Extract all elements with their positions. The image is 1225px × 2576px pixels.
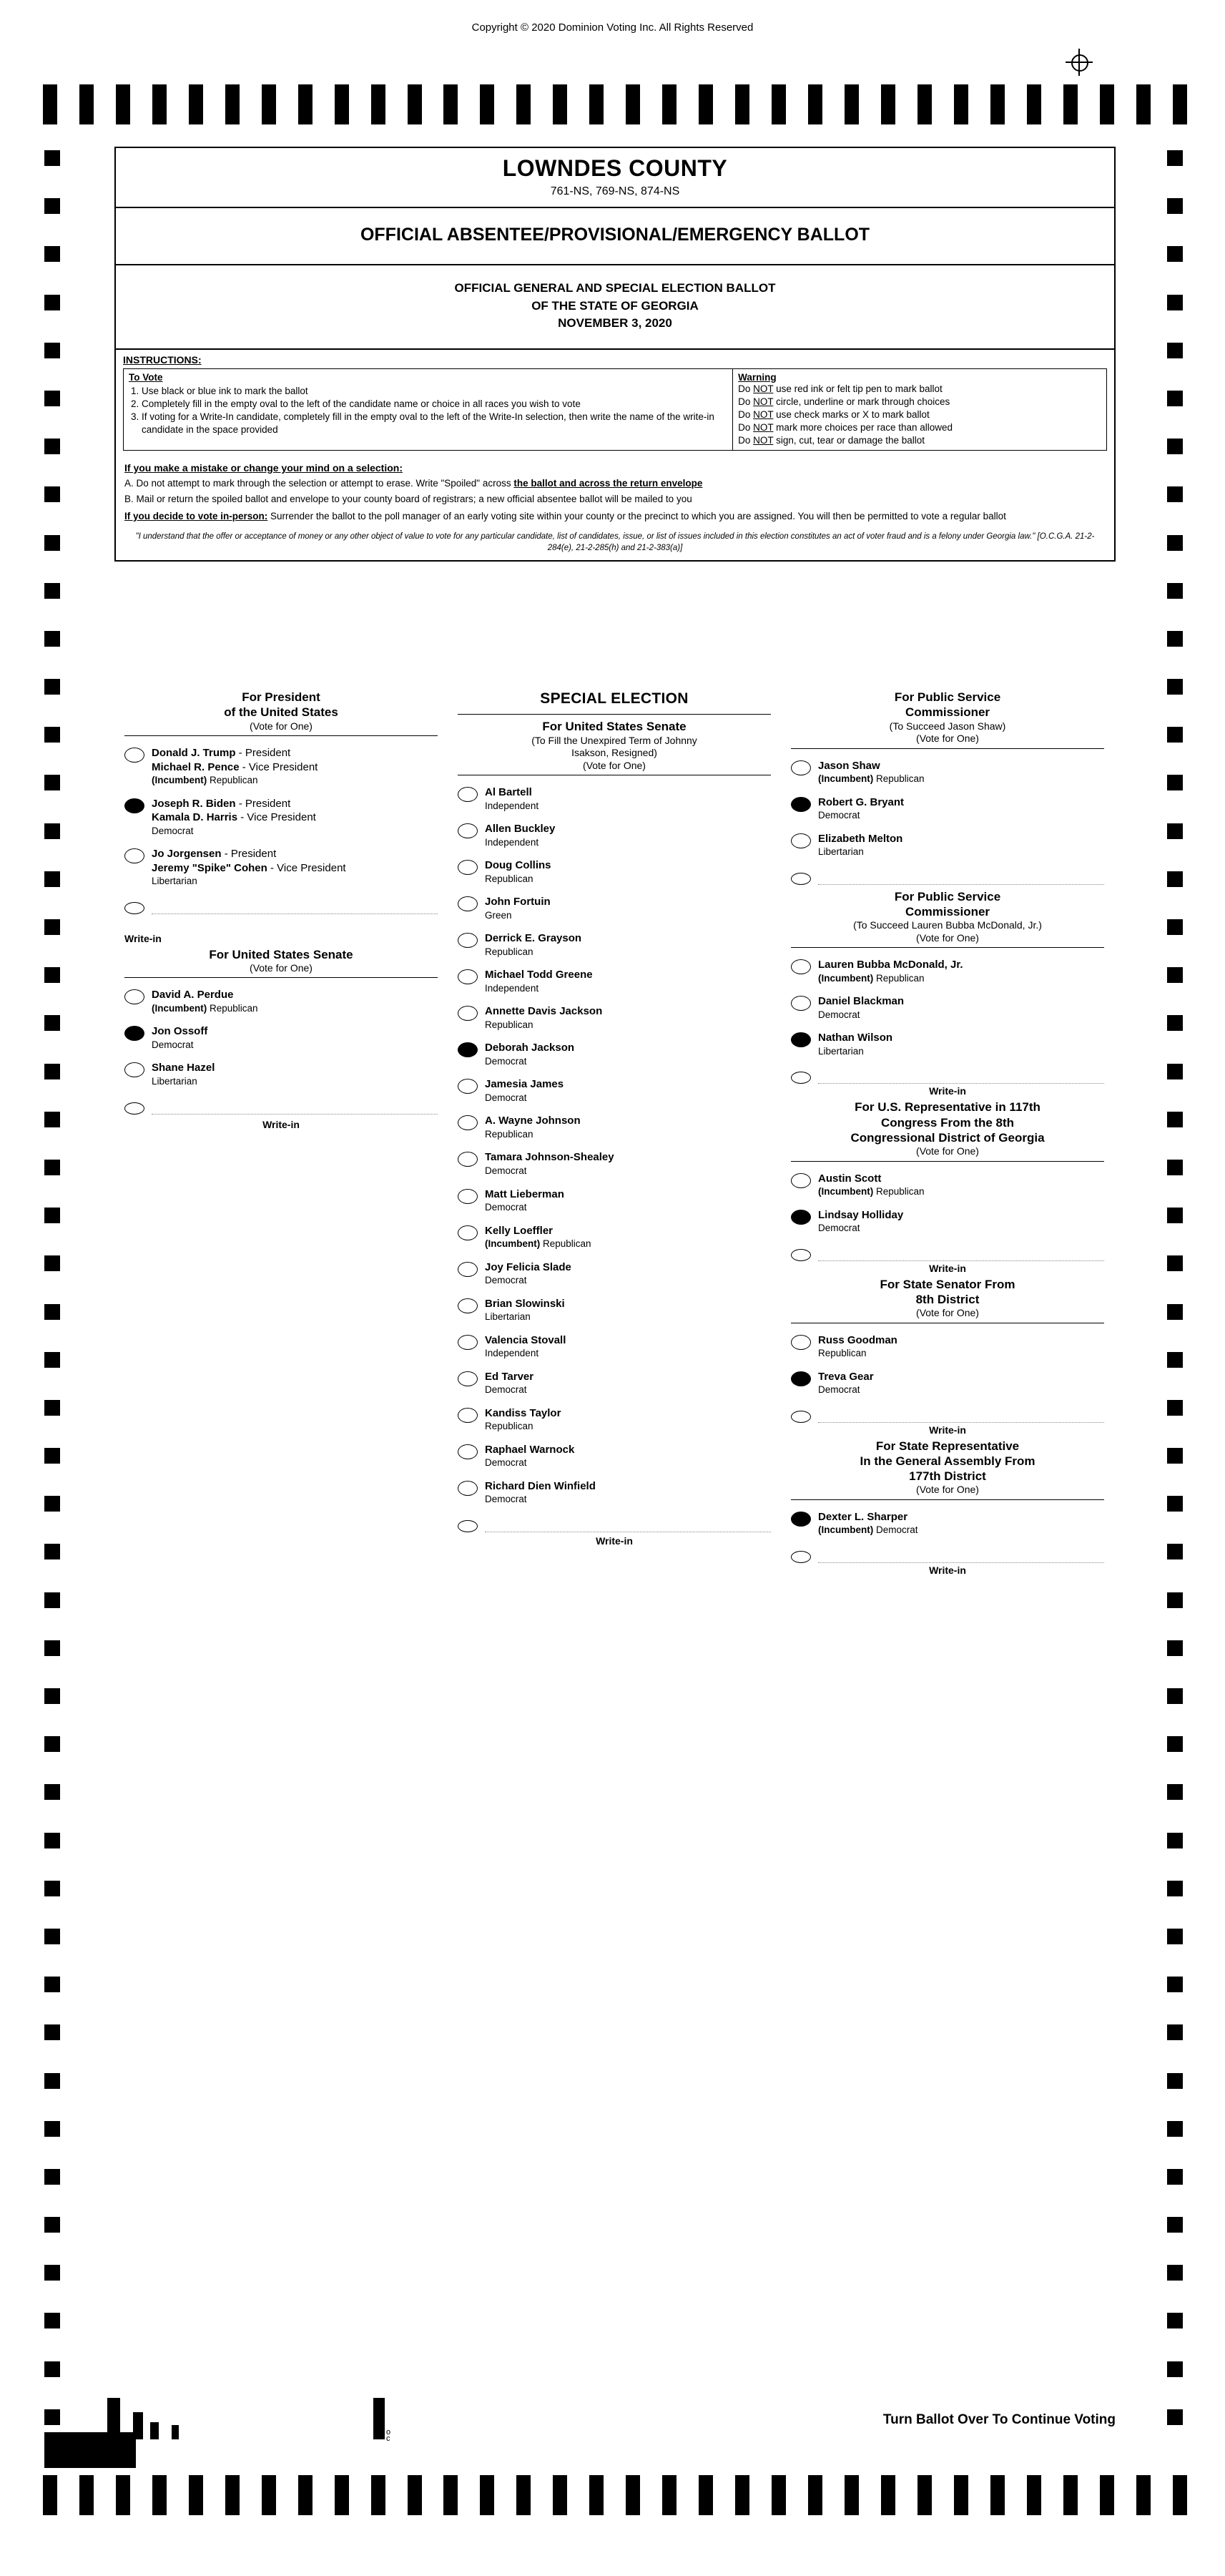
candidate-option[interactable] [458, 931, 771, 958]
candidate-option[interactable] [458, 1077, 771, 1104]
candidate-option[interactable] [124, 746, 438, 787]
candidate-option[interactable] [791, 1031, 1104, 1057]
vote-oval[interactable] [791, 760, 811, 775]
candidate-party: Independent [485, 800, 539, 811]
write-in-line[interactable] [818, 1548, 1104, 1563]
vote-oval[interactable] [791, 873, 811, 885]
vote-oval[interactable] [124, 902, 144, 914]
vote-oval[interactable] [458, 1079, 478, 1094]
candidate-party: Libertarian [152, 876, 197, 887]
contest-title: For Public Service Commissioner [894, 690, 1001, 720]
warning-box [733, 368, 1107, 451]
write-in-line[interactable] [818, 1246, 1104, 1261]
write-in-label: Write-in [929, 1085, 966, 1097]
candidate-name: John Fortuin [485, 896, 551, 909]
contest-title: For United States Senate [542, 720, 687, 734]
candidate-name: Jason Shaw [818, 759, 880, 772]
write-in-line[interactable] [818, 1408, 1104, 1423]
candidate-party: Democrat [818, 1009, 860, 1020]
write-in-option[interactable] [791, 1069, 1104, 1084]
candidate-name: David A. Perdue [152, 989, 234, 1001]
column-right [781, 687, 1114, 1576]
candidate-party: Republican [818, 1348, 867, 1359]
county-block [116, 148, 1114, 208]
candidate-party: (Incumbent) Republican [152, 775, 258, 785]
contest-psc-mcdonald [791, 889, 1104, 1097]
vote-oval[interactable] [458, 1371, 478, 1386]
warning-line: Do NOT circle, underline or mark through choices [738, 396, 950, 407]
candidate-party: Democrat [818, 810, 860, 821]
candidate-option[interactable] [458, 1114, 771, 1140]
running-mate-name: Jeremy "Spike" Cohen [152, 861, 267, 874]
contest-title: For President of the United States [224, 690, 338, 720]
vote-oval[interactable] [458, 1444, 478, 1459]
candidate-party: Democrat [152, 1039, 194, 1050]
special-election-header: SPECIAL ELECTION [540, 690, 689, 707]
vote-oval[interactable] [791, 1210, 811, 1225]
election-title [116, 273, 1114, 340]
candidate-option[interactable] [791, 1172, 1104, 1198]
candidate-option[interactable] [791, 759, 1104, 785]
contest-subtitle: (Vote for One) [250, 961, 313, 974]
candidate-party: Libertarian [818, 846, 864, 858]
candidate-party: Democrat [485, 1165, 527, 1176]
vote-oval[interactable] [458, 1481, 478, 1496]
vote-oval[interactable] [458, 933, 478, 948]
inperson-heading: If you decide to vote in-person: [124, 510, 268, 521]
contest-title: For State Representative In the General Assembly From 177th District [860, 1439, 1035, 1484]
candidate-option[interactable] [124, 988, 438, 1014]
to-vote-title: To Vote [129, 371, 163, 383]
candidate-party: Democrat [485, 1457, 527, 1469]
candidate-name: Kandiss Taylor [485, 1406, 561, 1419]
vote-oval[interactable] [124, 989, 144, 1004]
running-mate-office: - Vice President [267, 861, 346, 874]
candidate-office: - President [235, 797, 291, 810]
vote-oval[interactable] [458, 969, 478, 984]
candidate-party: Independent [485, 1348, 539, 1359]
contest-psc-shaw [791, 690, 1104, 885]
vote-oval[interactable] [458, 896, 478, 911]
candidate-option[interactable] [458, 1004, 771, 1031]
instructions-label: INSTRUCTIONS: [123, 353, 202, 366]
vote-oval[interactable] [124, 748, 144, 763]
candidate-name: Donald J. Trump [152, 747, 236, 759]
candidate-name: Jon Ossoff [152, 1025, 208, 1038]
warning-line: Do NOT mark more choices per race than allowed [738, 421, 953, 433]
plus-mark-icon: + [53, 2434, 62, 2449]
mistake-heading: If you make a mistake or change your mind on a selection: [124, 461, 403, 474]
vote-oval[interactable] [791, 1173, 811, 1188]
candidate-name: Valencia Stovall [485, 1333, 566, 1346]
candidate-name: Treva Gear [818, 1370, 874, 1383]
vote-oval[interactable] [458, 1115, 478, 1130]
candidate-party: Independent [485, 836, 539, 848]
vote-oval[interactable] [124, 1026, 144, 1041]
candidate-name: Matt Lieberman [485, 1187, 564, 1200]
candidate-option[interactable] [791, 1333, 1104, 1360]
vote-oval[interactable] [458, 860, 478, 875]
candidate-name: Derrick E. Grayson [485, 932, 582, 945]
vote-oval[interactable] [791, 996, 811, 1011]
inperson-section [116, 507, 1114, 527]
election-line-1: OFFICIAL GENERAL AND SPECIAL ELECTION BALLOT [454, 281, 776, 295]
timing-marks-top [43, 84, 1187, 124]
candidate-name: Michael Todd Greene [485, 969, 593, 981]
candidate-party: (Incumbent) Republican [818, 1186, 925, 1198]
candidate-party: Republican [485, 946, 533, 957]
election-block [116, 265, 1114, 350]
contest-subtitle: (Vote for One) [916, 1145, 979, 1157]
write-in-label: Write-in [929, 1424, 966, 1436]
candidate-name: Doug Collins [485, 859, 551, 872]
candidate-name: Russ Goodman [818, 1333, 897, 1346]
write-in-option[interactable] [124, 899, 438, 914]
to-vote-step: 3. If voting for a Write-In candidate, completely fill in the empty oval to the left of the Write-In selection, then write the name of the write-in candidate in the space provided [142, 411, 727, 436]
candidate-option[interactable] [458, 1370, 771, 1396]
candidate-party: Democrat [485, 1092, 527, 1103]
contest-president [124, 690, 438, 944]
candidate-name: Lauren Bubba McDonald, Jr. [818, 959, 963, 971]
candidate-party: Democrat [485, 1275, 527, 1286]
vote-oval[interactable] [791, 1032, 811, 1047]
candidate-option[interactable] [458, 1224, 771, 1250]
candidate-party: Republican [485, 873, 533, 884]
vote-oval[interactable] [124, 798, 144, 813]
contest-subtitle: (To Succeed Lauren Bubba McDonald, Jr.) (Vote for One) [853, 919, 1042, 944]
candidate-name: Raphael Warnock [485, 1443, 575, 1456]
warning-line: Do NOT sign, cut, tear or damage the ballot [738, 434, 925, 446]
candidate-party: Libertarian [152, 1075, 197, 1087]
turn-ballot-notice: Turn Ballot Over To Continue Voting [882, 2412, 1116, 2427]
contest-columns [114, 687, 1116, 1576]
contest-us-senate-regular [124, 947, 438, 1130]
county-name: LOWNDES COUNTY [502, 155, 728, 181]
candidate-name: Shane Hazel [152, 1062, 215, 1074]
candidate-name: Joseph R. Biden [152, 797, 236, 810]
vote-oval[interactable] [791, 1249, 811, 1261]
running-mate-name: Kamala D. Harris [152, 811, 238, 824]
vote-oval[interactable] [458, 787, 478, 802]
candidate-name: Tamara Johnson-Shealey [485, 1151, 614, 1164]
vote-oval[interactable] [458, 1262, 478, 1277]
write-in-option[interactable] [791, 1246, 1104, 1261]
vote-oval[interactable] [458, 1298, 478, 1313]
contest-us-rep-8 [791, 1100, 1104, 1273]
warning-line: Do NOT use red ink or felt tip pen to mark ballot [738, 383, 943, 394]
candidate-party: Democrat [152, 825, 194, 836]
candidate-party: Democrat [485, 1494, 527, 1505]
mistake-option-b: B. Mail or return the spoiled ballot and envelope to your county board of registrars; a new official absentee ballot will be mailed to you [124, 494, 692, 505]
election-date: NOVEMBER 3, 2020 [558, 316, 672, 330]
candidate-party: Independent [485, 982, 539, 994]
candidate-option[interactable] [791, 994, 1104, 1021]
candidate-party: (Incumbent) Democrat [818, 1524, 918, 1536]
candidate-name: Nathan Wilson [818, 1032, 893, 1044]
candidate-name: Lindsay Holliday [818, 1208, 904, 1221]
timing-marks-bottom [43, 2475, 1187, 2515]
candidate-name: Daniel Blackman [818, 995, 905, 1008]
candidate-party: Democrat [485, 1384, 527, 1396]
candidate-option[interactable] [791, 1510, 1104, 1537]
candidate-option[interactable] [458, 858, 771, 885]
inperson-text: Surrender the ballot to the poll manager of an early voting site within your county or the precinct to which you are assigned. You will then be permitted to vote a regular ballot [270, 510, 1006, 521]
candidate-option[interactable] [458, 968, 771, 994]
candidate-name: A. Wayne Johnson [485, 1115, 581, 1127]
candidate-name: Dexter L. Sharper [818, 1510, 908, 1523]
candidate-name: Al Bartell [485, 786, 532, 798]
running-mate-office: - Vice President [237, 811, 316, 824]
to-vote-step: 1. Use black or blue ink to mark the ballot [142, 385, 727, 397]
tiny-registration-code: o c [386, 2428, 391, 2443]
official-title-block [116, 208, 1114, 265]
vote-oval[interactable] [791, 1411, 811, 1423]
vote-oval[interactable] [458, 1042, 478, 1057]
write-in-option[interactable] [791, 870, 1104, 885]
candidate-name: Jamesia James [485, 1078, 564, 1091]
candidate-party: (Incumbent) Republican [152, 1002, 258, 1014]
write-in-label: Write-in [124, 932, 162, 944]
candidate-party: Democrat [485, 1202, 527, 1213]
candidate-party: Democrat [818, 1384, 860, 1396]
fraud-attestation: "I understand that the offer or acceptance of money or any other object of value to vote for any particular candidate, list of candidates, issue, or list of issues included in this election constitutes an act of voter fraud and is a felony under Georgia law." [O.C.G.A. 21-2-284(e), 21-2-285(h) and 21-2-383(a)] [135, 532, 1095, 553]
candidate-option[interactable] [124, 847, 438, 888]
vote-oval[interactable] [791, 1072, 811, 1084]
write-in-option[interactable] [458, 1517, 771, 1532]
candidate-party: Republican [485, 1128, 533, 1140]
candidate-party: (Incumbent) Republican [818, 773, 925, 784]
instructions-section [116, 350, 1114, 456]
vote-oval[interactable] [458, 823, 478, 838]
candidate-name: Allen Buckley [485, 823, 556, 836]
candidate-option[interactable] [791, 958, 1104, 984]
candidate-name: Elizabeth Melton [818, 832, 903, 845]
candidate-party: Libertarian [818, 1045, 864, 1057]
candidate-office: - President [221, 848, 277, 861]
candidate-option[interactable] [124, 797, 438, 838]
candidate-option[interactable] [458, 822, 771, 848]
contest-subtitle: (Vote for One) [916, 1484, 979, 1496]
contest-state-rep-177 [791, 1439, 1104, 1576]
candidate-name: Ed Tarver [485, 1370, 534, 1383]
candidate-option[interactable] [458, 1187, 771, 1214]
timing-marks-left [44, 150, 60, 2425]
vote-oval[interactable] [458, 1408, 478, 1423]
official-title: OFFICIAL ABSENTEE/PROVISIONAL/EMERGENCY BALLOT [360, 225, 870, 245]
timing-marks-right [1167, 150, 1183, 2425]
write-in-option[interactable] [791, 1408, 1104, 1423]
vote-oval[interactable] [791, 833, 811, 848]
candidate-option[interactable] [458, 1406, 771, 1433]
write-in-line[interactable] [152, 899, 438, 914]
write-in-label: Write-in [929, 1262, 966, 1274]
vote-oval[interactable] [791, 1512, 811, 1527]
candidate-option[interactable] [791, 1370, 1104, 1396]
candidate-party: Republican [485, 1421, 533, 1432]
contest-title: For State Senator From 8th District [880, 1277, 1015, 1306]
write-in-option[interactable] [124, 1100, 438, 1115]
candidate-party: Libertarian [485, 1311, 531, 1323]
candidate-option[interactable] [458, 1333, 771, 1360]
contest-title: For Public Service Commissioner [894, 889, 1001, 919]
candidate-option[interactable] [458, 1260, 771, 1287]
write-in-label: Write-in [596, 1534, 633, 1547]
candidate-option[interactable] [791, 832, 1104, 858]
candidate-option[interactable] [124, 1024, 438, 1051]
candidate-name: Brian Slowinski [485, 1297, 565, 1310]
vote-oval[interactable] [124, 848, 144, 863]
contest-state-senator-8 [791, 1277, 1104, 1436]
candidate-option[interactable] [458, 1041, 771, 1067]
write-in-option[interactable] [791, 1548, 1104, 1563]
vote-oval[interactable] [458, 1335, 478, 1350]
candidate-party: Republican [485, 1019, 533, 1030]
contest-subtitle: (Vote for One) [916, 1307, 979, 1319]
copyright-notice: Copyright © 2020 Dominion Voting Inc. All Rights Reserved [471, 21, 754, 34]
vote-oval[interactable] [124, 1102, 144, 1115]
write-in-line[interactable] [818, 1069, 1104, 1084]
candidate-name: Deborah Jackson [485, 1042, 575, 1054]
candidate-name: Robert G. Bryant [818, 795, 905, 808]
vote-oval[interactable] [458, 1006, 478, 1021]
candidate-option[interactable] [458, 1297, 771, 1323]
candidate-party: (Incumbent) Republican [485, 1238, 591, 1250]
column-middle [448, 687, 781, 1576]
write-in-line[interactable] [818, 870, 1104, 885]
write-in-label: Write-in [929, 1564, 966, 1577]
candidate-option[interactable] [458, 785, 771, 812]
write-in-line[interactable] [152, 1100, 438, 1115]
mistake-section [116, 456, 1114, 507]
candidate-option[interactable] [791, 1208, 1104, 1235]
vote-oval[interactable] [791, 1371, 811, 1386]
vote-oval[interactable] [791, 959, 811, 974]
vote-oval[interactable] [458, 1520, 478, 1532]
vote-oval[interactable] [791, 797, 811, 812]
ballot-header [114, 147, 1116, 562]
candidate-option[interactable] [458, 895, 771, 921]
candidate-name: Annette Davis Jackson [485, 1005, 603, 1018]
warning-title: Warning [738, 371, 777, 383]
contest-subtitle: (Vote for One) [250, 720, 313, 732]
running-mate-name: Michael R. Pence [152, 760, 240, 773]
candidate-party: (Incumbent) Republican [818, 972, 925, 984]
candidate-option[interactable] [458, 1443, 771, 1469]
to-vote-box [123, 368, 733, 451]
candidate-name: Kelly Loeffler [485, 1224, 554, 1237]
candidate-option[interactable] [124, 1061, 438, 1087]
candidate-office: - President [235, 747, 291, 759]
candidate-name: Joy Felicia Slade [485, 1260, 571, 1273]
candidate-party: Green [485, 909, 512, 921]
candidate-party: Democrat [485, 1055, 527, 1067]
write-in-line[interactable] [485, 1517, 771, 1532]
contest-subtitle: (To Succeed Jason Shaw) (Vote for One) [889, 720, 1006, 744]
column-left [114, 687, 448, 1576]
candidate-option[interactable] [458, 1479, 771, 1506]
to-vote-step: 2. Completely fill in the empty oval to the left of the candidate name or choice in all races you wish to vote [142, 398, 727, 410]
vote-oval[interactable] [791, 1551, 811, 1563]
contest-title: For U.S. Representative in 117th Congress From the 8th Congressional District of Georgia [850, 1100, 1045, 1145]
vote-oval[interactable] [124, 1062, 144, 1077]
candidate-name: Richard Dien Winfield [485, 1479, 596, 1492]
registration-target-icon [1066, 49, 1093, 76]
candidate-option[interactable] [458, 1150, 771, 1177]
candidate-name: Jo Jorgensen [152, 848, 222, 861]
vote-oval[interactable] [458, 1225, 478, 1240]
running-mate-office: - Vice President [239, 760, 318, 773]
mistake-option-a: A. Do not attempt to mark through the selection or attempt to erase. Write "Spoiled" across the ballot and across the return envelope [124, 477, 703, 489]
contest-subtitle: (To Fill the Unexpired Term of Johnny Isakson, Resigned) (Vote for One) [531, 734, 697, 771]
warning-line: Do NOT use check marks or X to mark ballot [738, 408, 930, 420]
vote-oval[interactable] [458, 1189, 478, 1204]
vote-oval[interactable] [458, 1152, 478, 1167]
candidate-name: Austin Scott [818, 1172, 882, 1185]
candidate-party: Democrat [818, 1223, 860, 1234]
write-in-label: Write-in [262, 1118, 300, 1130]
election-line-2: OF THE STATE OF GEORGIA [531, 298, 699, 313]
contest-title: For United States Senate [209, 947, 353, 961]
vote-oval[interactable] [791, 1335, 811, 1350]
candidate-option[interactable] [791, 795, 1104, 822]
precinct-codes: 761-NS, 769-NS, 874-NS [550, 185, 680, 197]
